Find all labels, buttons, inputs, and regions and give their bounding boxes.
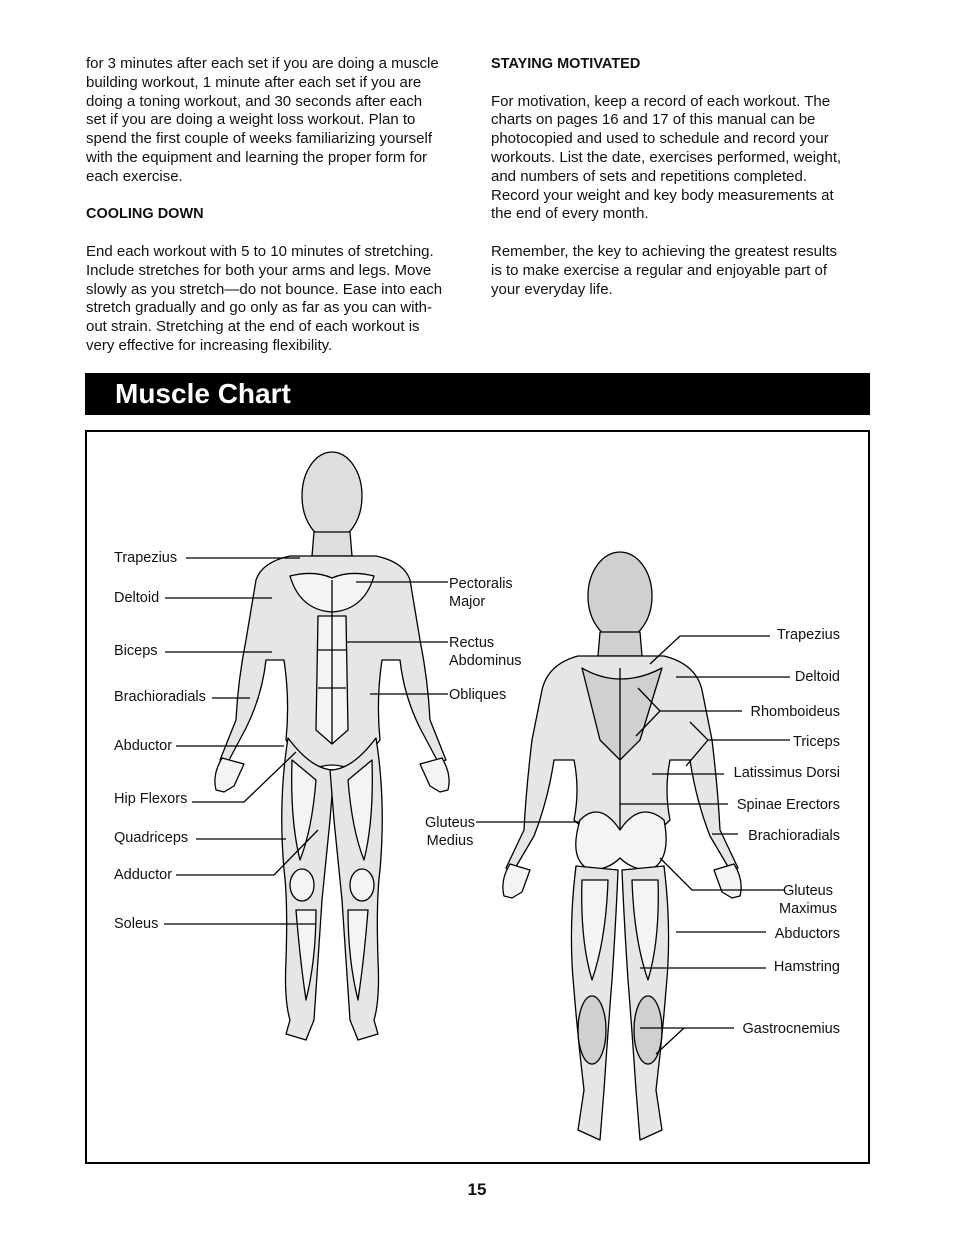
intro-line: each exercise. xyxy=(86,167,183,185)
back-body-illustration xyxy=(503,552,741,1140)
label-rectus-abdominus: Rectus Abdominus xyxy=(449,635,522,669)
label-rhomboideus: Rhomboideus xyxy=(750,704,840,720)
label-triceps: Triceps xyxy=(793,734,840,750)
motivation-line: the end of every month. xyxy=(491,205,649,223)
cooling-line: out strain. Stretching at the end of each workout is xyxy=(86,318,420,336)
label-hamstring: Hamstring xyxy=(773,959,840,975)
intro-line: for 3 minutes after each set if you are doing a muscle xyxy=(86,55,439,72)
muscle-chart-banner: Muscle Chart xyxy=(85,373,870,415)
motivation-line: photocopied and used to schedule and record your xyxy=(491,130,829,148)
label-gastrocnemius: Gastrocnemius xyxy=(742,1021,840,1037)
motivation-line: workouts. List the date, exercises performed, weight, xyxy=(491,148,842,166)
motivation-line: and numbers of sets and repetitions completed. xyxy=(491,167,808,185)
remember-line: is to make exercise a regular and enjoyable part of xyxy=(491,261,828,279)
intro-line: building workout, 1 minute after each set if you are xyxy=(86,73,422,91)
cooling-line: stretch gradually and go only as far as you can with- xyxy=(86,299,433,317)
label-back-deltoid: Deltoid xyxy=(794,669,840,685)
label-front-quadriceps: Quadriceps xyxy=(114,830,189,846)
label-front-abductor: Abductor xyxy=(114,738,173,754)
label-spinae-erectors: Spinae Erectors xyxy=(736,797,840,813)
staying-motivated-heading: STAYING MOTIVATED xyxy=(491,56,641,72)
label-gluteus-medius: Gluteus Medius xyxy=(425,815,475,849)
remember-line: your everyday life. xyxy=(491,280,613,298)
remember-line: Remember, the key to achieving the greatest results xyxy=(491,242,838,260)
motivation-line: For motivation, keep a record of each workout. The xyxy=(491,92,831,110)
label-back-trapezius: Trapezius xyxy=(776,627,840,643)
label-front-brachioradialis: Brachioradials xyxy=(114,689,206,705)
front-head-icon xyxy=(302,452,362,540)
label-front-adductor: Adductor xyxy=(114,867,173,883)
motivation-line: charts on pages 16 and 17 of this manual can be xyxy=(491,111,816,129)
label-front-hip-flexors: Hip Flexors xyxy=(114,791,188,807)
label-back-brachioradialis: Brachioradials xyxy=(748,828,840,844)
motivation-line: Record your weight and key body measurements at xyxy=(491,186,834,204)
label-front-trapezius: Trapezius xyxy=(114,550,178,566)
cooling-line: very effective for increasing flexibility. xyxy=(86,336,333,354)
label-front-deltoid: Deltoid xyxy=(114,590,160,606)
label-latissimus-dorsi: Latissimus Dorsi xyxy=(733,765,840,781)
label-front-soleus: Soleus xyxy=(114,916,159,932)
back-head-icon xyxy=(588,552,652,640)
label-front-biceps: Biceps xyxy=(114,643,158,659)
cooling-line: Include stretches for both your arms and legs. Move xyxy=(86,261,432,279)
intro-line: spend the first couple of weeks familiarizing yourself xyxy=(86,130,432,148)
label-gluteus-maximus: Gluteus Maximus xyxy=(778,883,837,917)
intro-line: set if you are doing a weight loss workout. Plan to xyxy=(86,111,416,129)
intro-line: doing a toning workout, and 30 seconds after each xyxy=(86,92,423,110)
label-pectoralis-major: Pectoralis Major xyxy=(449,576,513,610)
intro-line: with the equipment and learning the proper form for xyxy=(86,148,428,166)
label-obliques: Obliques xyxy=(449,687,507,703)
label-abductors: Abductors xyxy=(774,926,840,942)
cooling-line: slowly as you stretch—do not bounce. Ease into each xyxy=(86,280,443,298)
cooling-line: End each workout with 5 to 10 minutes of stretching. xyxy=(86,242,434,260)
page-number: 15 xyxy=(467,1180,487,1199)
cooling-down-heading: COOLING DOWN xyxy=(86,206,204,223)
